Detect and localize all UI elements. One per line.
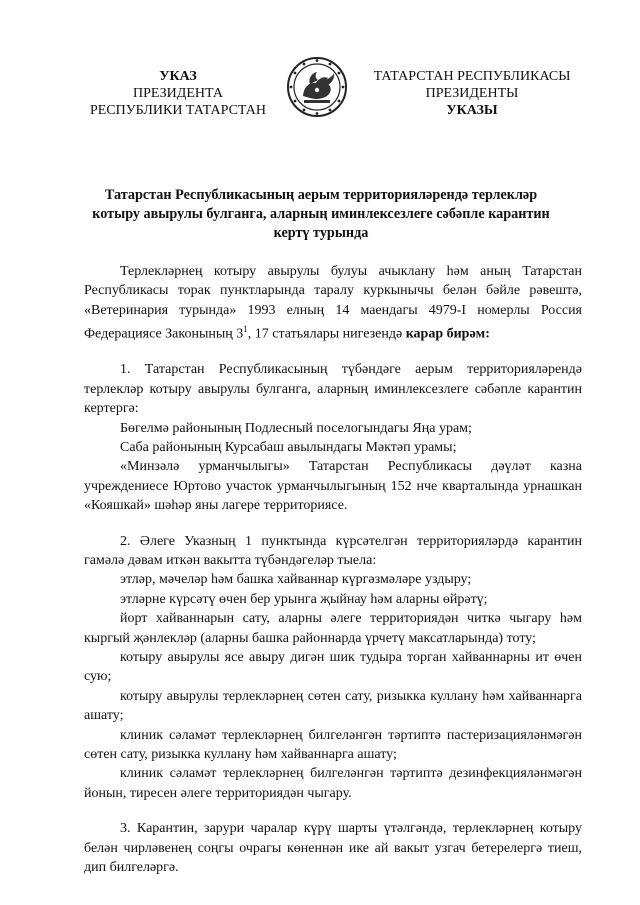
header-russian <box>78 68 278 119</box>
document-body <box>84 262 582 877</box>
item1-place: Саба районының Курсабаш авылындагы Мәктәп урамы; <box>120 439 457 455</box>
preamble-text: Терлекләрнең котыру авырулы булуы ачыклану һәм аның Татарстан Республикасы торак пунктларында таралу куркынычы белән бәйле рәвештә, «Ветеринария турында» 1993 елның 14 маендагы 4979-I номерлы Россия Федерациясе Законының 3 <box>84 264 582 342</box>
item2-ban: этләрне күрсәтү өчен бер урынга җыйнау һәм аларны өйрәтү; <box>120 591 488 607</box>
item2-ban: йорт хайваннарын сату, аларны әлеге территориядән читкә чыгару һәм кыргый җәнлекләр (аларны башка районнарда үрчетү максатларында) тоту; <box>84 611 582 646</box>
coat-of-arms-emblem <box>286 56 348 118</box>
item1-intro: 1. Татарстан Республикасының түбәндәге аерым территорияләрендә терлекләр котыру авырулы булганга, аларның иминлексезлеге сәбәпле карантин кертергә: <box>84 362 582 417</box>
title-line-1: Татарстан Республикасының аерым территорияләрендә терлекләр <box>104 187 538 203</box>
header-ru-line3: РЕСПУБЛИКИ ТАТАРСТАН <box>89 103 266 118</box>
item2-ban: котыру авырулы терлекләрнең сөтен сату, ризыкка куллану һәм хайваннарга ашату; <box>84 688 582 724</box>
header-ru-line2: ПРЕЗИДЕНТА <box>133 86 223 101</box>
header-tt-line2: ПРЕЗИДЕНТЫ <box>425 86 519 101</box>
item2-intro: 2. Әлеге Указның 1 пунктында күрсәтелгән территорияләрдә карантин гамәлә дәвам иткән вакытта түбәндәгеләр тыела: <box>84 533 582 568</box>
item2-ban: этләр, мәчеләр һәм башка хайваннар күргәзмәләре уздыру; <box>120 572 472 588</box>
item2-ban: котыру авырулы ясе авыру дигән шик тудыра торган хайваннарны ит өчен сую; <box>84 649 582 685</box>
preamble-paragraph <box>84 262 582 344</box>
title-line-3: кертү турында <box>273 225 369 241</box>
item2-ban: клиник сәламәт терлекләрнең билгеләнгән тәртиптә дезинфекцияләнмәгән йонын, тиресен әлеге территориядән чыгару. <box>84 766 582 801</box>
title-line-2: котыру авырулы булганга, аларның иминлексезлеге сәбәпле карантин <box>92 206 550 222</box>
preamble-decision: карар бирәм: <box>405 326 490 342</box>
header-tatar <box>356 68 588 119</box>
item1-place: Бөгелмә районының Подлесный поселогындагы Яңа урам; <box>120 420 472 436</box>
preamble-superscript: 1 <box>243 324 248 335</box>
item1-place: «Минзәлә урманчылыгы» Татарстан Республикасы дәүләт казна учреждениесе Юртово участок урманчылыгының 152 нче кварталында урнашкан «Кояшкай» шәһәр яны лагере территориясе. <box>84 459 582 514</box>
preamble-after: , 17 статьялары нигезендә <box>247 326 406 342</box>
item2-ban: клиник сәламәт терлекләрнең билгеләнгән тәртиптә пастеризацияләнмәгән сөтен сату, ризыкка куллану һәм хайваннарга ашату; <box>84 727 582 762</box>
header-tt-line1: ТАТАРСТАН РЕСПУБЛИКАСЫ <box>373 69 571 84</box>
header-ru-title: УКАЗ <box>159 69 197 84</box>
header-tt-title: УКАЗЫ <box>446 103 498 118</box>
document-title <box>84 186 558 243</box>
item3-paragraph: 3. Карантин, зарури чаралар күрү шарты үтәлгәндә, терлекләрнең котыру белән чирләвенең соңгы очрагы көненнән ике ай вакыт узгач бетерелергә тиеш, дип билгеләргә. <box>84 821 582 876</box>
